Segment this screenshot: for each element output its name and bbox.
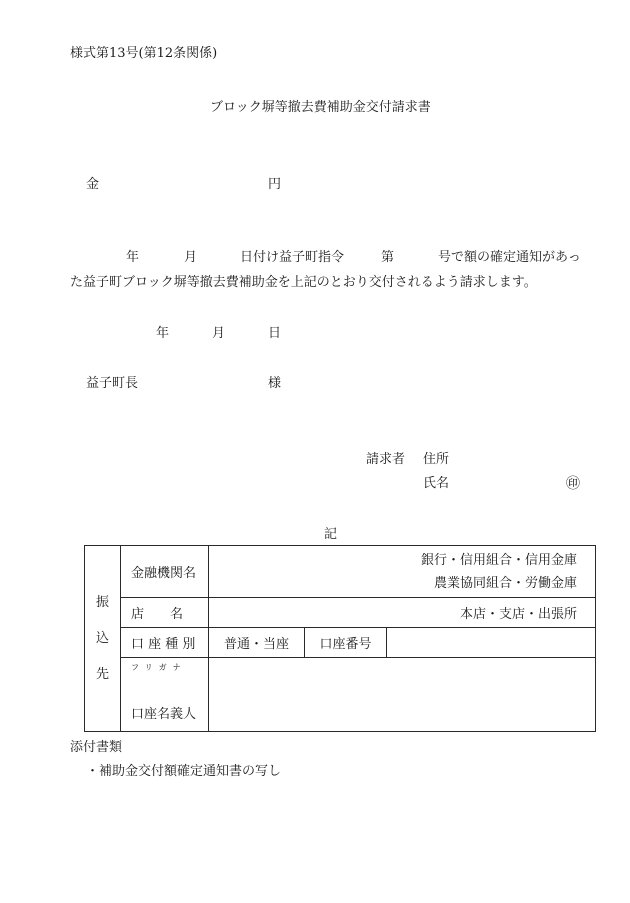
date-day: 日 (268, 326, 282, 341)
requester-name-label: 氏名 (423, 476, 450, 491)
furigana-label: フリガナ (131, 663, 187, 672)
notice-year: 年 (126, 250, 140, 265)
bank-type-options-2: 農業協同組合・労働金庫 (433, 575, 577, 591)
account-number-label: 口座番号 (305, 628, 387, 658)
seal-icon: ㊞ (566, 476, 580, 492)
account-type-options[interactable]: 普通・当座 (209, 628, 305, 658)
bank-name-field[interactable] (209, 546, 596, 598)
request-sentence: た益子町ブロック塀等撤去費補助金を上記のとおり交付されるよう請求します。 (70, 275, 537, 290)
account-holder-field[interactable] (209, 658, 596, 732)
form-number: 様式第13号(第12条関係) (70, 46, 218, 61)
date-year: 年 (156, 326, 170, 341)
transfer-destination-table (84, 545, 596, 732)
branch-name-field[interactable] (209, 598, 596, 628)
notice-dated: 日付け益子町指令 (240, 250, 345, 265)
ki-heading: 記 (324, 527, 338, 542)
page-title: ブロック塀等撤去費補助金交付請求書 (210, 100, 431, 115)
notice-number-suffix: 号で額の確定通知があっ (438, 250, 581, 265)
transfer-side-label (85, 546, 121, 732)
addressee-name: 益子町長 (86, 376, 139, 391)
requester-address-label: 住所 (423, 452, 450, 467)
side-char-3: 先 (95, 666, 109, 682)
requester-label: 請求者 (366, 452, 406, 467)
amount-prefix: 金 (86, 177, 100, 192)
branch-type-options: 本店・支店・出張所 (459, 607, 577, 622)
account-holder-label: 口座名義人 (131, 707, 197, 722)
amount-suffix: 円 (268, 177, 282, 192)
branch-name-label: 店 名 (121, 598, 209, 628)
date-month: 月 (212, 326, 226, 341)
bank-type-options-1: 銀行・信用組合・信用金庫 (420, 552, 577, 568)
addressee-honorific: 様 (268, 376, 282, 391)
bank-name-label: 金融機関名 (121, 546, 209, 598)
account-holder-label-cell (121, 658, 209, 732)
side-char-2: 込 (95, 630, 109, 646)
account-type-label: 口 座 種 別 (121, 628, 209, 658)
notice-number-prefix: 第 (381, 250, 395, 265)
notice-month: 月 (184, 250, 198, 265)
side-char-1: 振 (95, 594, 109, 610)
account-number-field[interactable] (387, 628, 596, 658)
attachment-item: ・補助金交付額確定通知書の写し (86, 764, 282, 779)
attachments-heading: 添付書類 (70, 740, 123, 755)
